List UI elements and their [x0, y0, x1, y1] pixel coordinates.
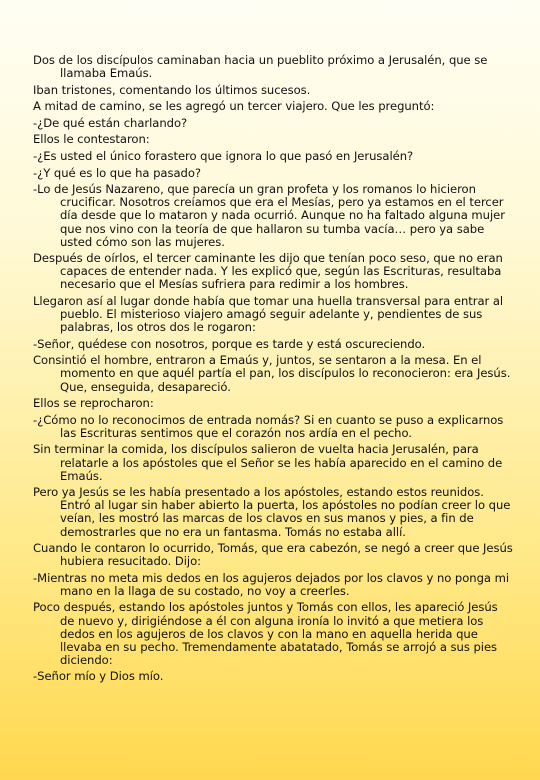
dialogue-line: -Señor, quédese con nosotros, porque es tarde y está oscureciendo. — [33, 336, 426, 351]
story-text — [33, 54, 513, 687]
paragraph: Ellos le contestaron: — [33, 132, 150, 147]
dialogue-line: -¿Cómo no lo reconocimos de entrada nomás? Si en cuanto se puso a explicarnos las Escrituras sentimos que el corazón nos ardía en el pecho. — [33, 412, 504, 440]
paragraph: Consintió el hombre, entraron a Emaús y, juntos, se sentaron a la mesa. En el momento en que aquél partía el pan, los discípulos lo reconocieron: era Jesús. Que, enseguida, desapareció. — [33, 353, 511, 394]
paragraph: Iban tristones, comentando los últimos sucesos. — [33, 82, 311, 97]
paragraph: Dos de los discípulos caminaban hacia un pueblito próximo a Jerusalén, que se llamaba Emaús. — [33, 53, 488, 81]
dialogue-line: -¿Y qué es lo que ha pasado? — [33, 165, 201, 180]
dialogue-line: -Señor mío y Dios mío. — [33, 669, 164, 684]
paragraph: Poco después, estando los apóstoles juntos y Tomás con ellos, les apareció Jesús de nuevo y, dirigiéndose a él con alguna ironía lo invitó a que metiera los dedos en los agujeros de los clavos y con la mano en aquella herida que llevaba en su pecho. Tremendamente abatatado, Tomás se arrojó a sus pies diciendo: — [33, 600, 498, 667]
dialogue-line: -Lo de Jesús Nazareno, que parecía un gran profeta y los romanos lo hicieron crucificar. Nosotros creíamos que era el Mesías, pero ya estamos en el tercer día desde que lo mataron y nada ocurrió. Aunque no ha faltado alguna mujer que nos vino con la teoría de que hallaron su tumba vacía… pero ya sabe usted cómo son las mujeres. — [33, 182, 505, 249]
paragraph: A mitad de camino, se les agregó un tercer viajero. Que les preguntó: — [33, 99, 435, 114]
paragraph: Ellos se reprocharon: — [33, 396, 154, 411]
paragraph: Después de oírlos, el tercer caminante les dijo que tenían poco seso, que no eran capaces de entender nada. Y les explicó que, según las Escrituras, resultaba necesario que el Mesías sufriera para redimir a los hombres. — [33, 251, 503, 292]
paragraph: Llegaron así al lugar donde había que tomar una huella transversal para entrar al pueblo. El misterioso viajero amagó seguir adelante y, pendientes de sus palabras, los otros dos le rogaron: — [33, 294, 504, 335]
paragraph: Pero ya Jesús se les había presentado a los apóstoles, estando estos reunidos. Entró al lugar sin haber abierto la puerta, los apóstoles no podían creer lo que veían, les mostró las marcas de los clavos en sus manos y pies, a fin de demostrarles que no era un fantasma. Tomás no estaba allí. — [33, 485, 511, 539]
paragraph: Cuando le contaron lo ocurrido, Tomás, que era cabezón, se negó a creer que Jesús hubiera resucitado. Dijo: — [33, 541, 513, 569]
dialogue-line: -¿De qué están charlando? — [33, 115, 188, 130]
paragraph: Sin terminar la comida, los discípulos salieron de vuelta hacia Jerusalén, para relatarle a los apóstoles que el Señor se les había aparecido en el camino de Emaús. — [33, 442, 503, 483]
dialogue-line: -Mientras no meta mis dedos en los agujeros dejados por los clavos y no ponga mi mano en la llaga de su costado, no voy a creerles. — [33, 570, 509, 598]
dialogue-line: -¿Es usted el único forastero que ignora lo que pasó en Jerusalén? — [33, 149, 414, 164]
